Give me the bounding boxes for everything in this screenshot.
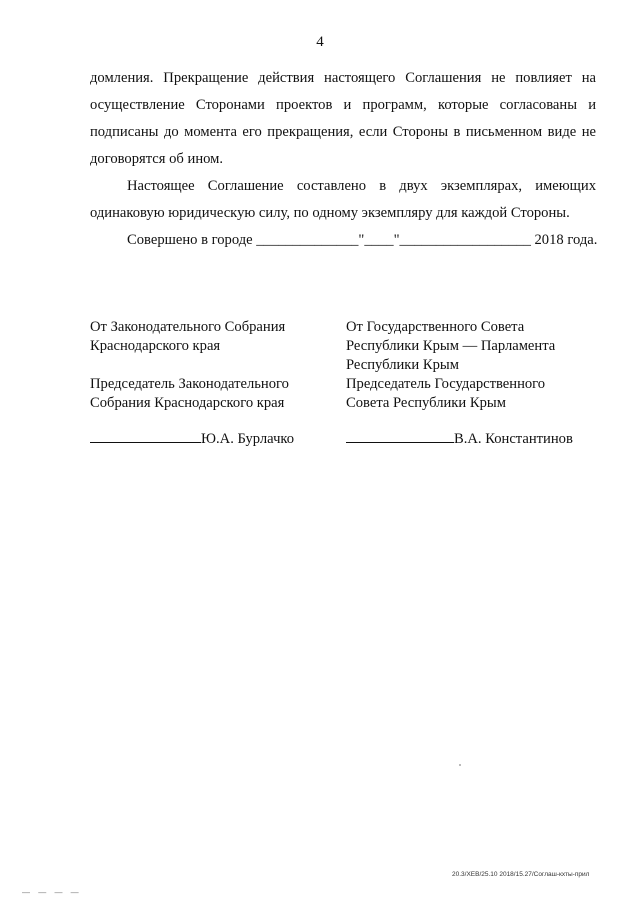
scan-speck — [459, 764, 461, 766]
body-text — [90, 65, 596, 254]
right-signatory-title — [346, 375, 596, 413]
page-number: 4 — [316, 34, 324, 50]
paragraph-copies: Настоящее Соглашение составлено в двух экземплярах, имеющих одинаковую юридическую силу, по одному экземпляру для каждой Стороны. — [90, 178, 596, 221]
right-title-line-2: Совета Республики Крым — [346, 395, 506, 411]
right-party-line-3: Республики Крым — [346, 357, 459, 373]
left-party-line-1: От Законодательного Собрания — [90, 319, 286, 335]
right-title-line-1: Председатель Государственного — [346, 376, 546, 392]
right-signature-line — [346, 428, 596, 449]
left-signature-line — [90, 428, 320, 449]
right-signatory-name: В.А. Константинов — [454, 431, 573, 447]
left-party-line-2: Краснодарского края — [90, 338, 221, 354]
scan-edge-mark: — — — — — [22, 888, 82, 897]
right-signature-blank — [346, 428, 454, 443]
right-party-line-2: Республики Крым — Парламента — [346, 338, 556, 354]
signing-place-line: Совершено в городе ______________"____"__________________ 2018 года. — [127, 232, 598, 248]
footer-file-code: 20.3/ХЕВ/25.10 2018/15.27/Соглаш-кхты-прил — [452, 871, 590, 878]
right-party-line-1: От Государственного Совета — [346, 319, 525, 335]
right-party-block — [346, 318, 596, 375]
left-signature-blank — [90, 428, 201, 443]
left-party-block — [90, 318, 320, 356]
left-title-line-1: Председатель Законодательного — [90, 376, 289, 392]
paragraph-termination: домления. Прекращение действия настоящего Соглашения не повлияет на осуществление Сторонами проектов и программ, которые согласованы и подписаны до момента его прекращения, если Стороны в письменном виде не договорятся об ином. — [90, 70, 596, 167]
left-title-line-2: Собрания Краснодарского края — [90, 395, 285, 411]
left-signatory-title — [90, 375, 320, 413]
left-signatory-name: Ю.А. Бурлачко — [201, 431, 295, 447]
